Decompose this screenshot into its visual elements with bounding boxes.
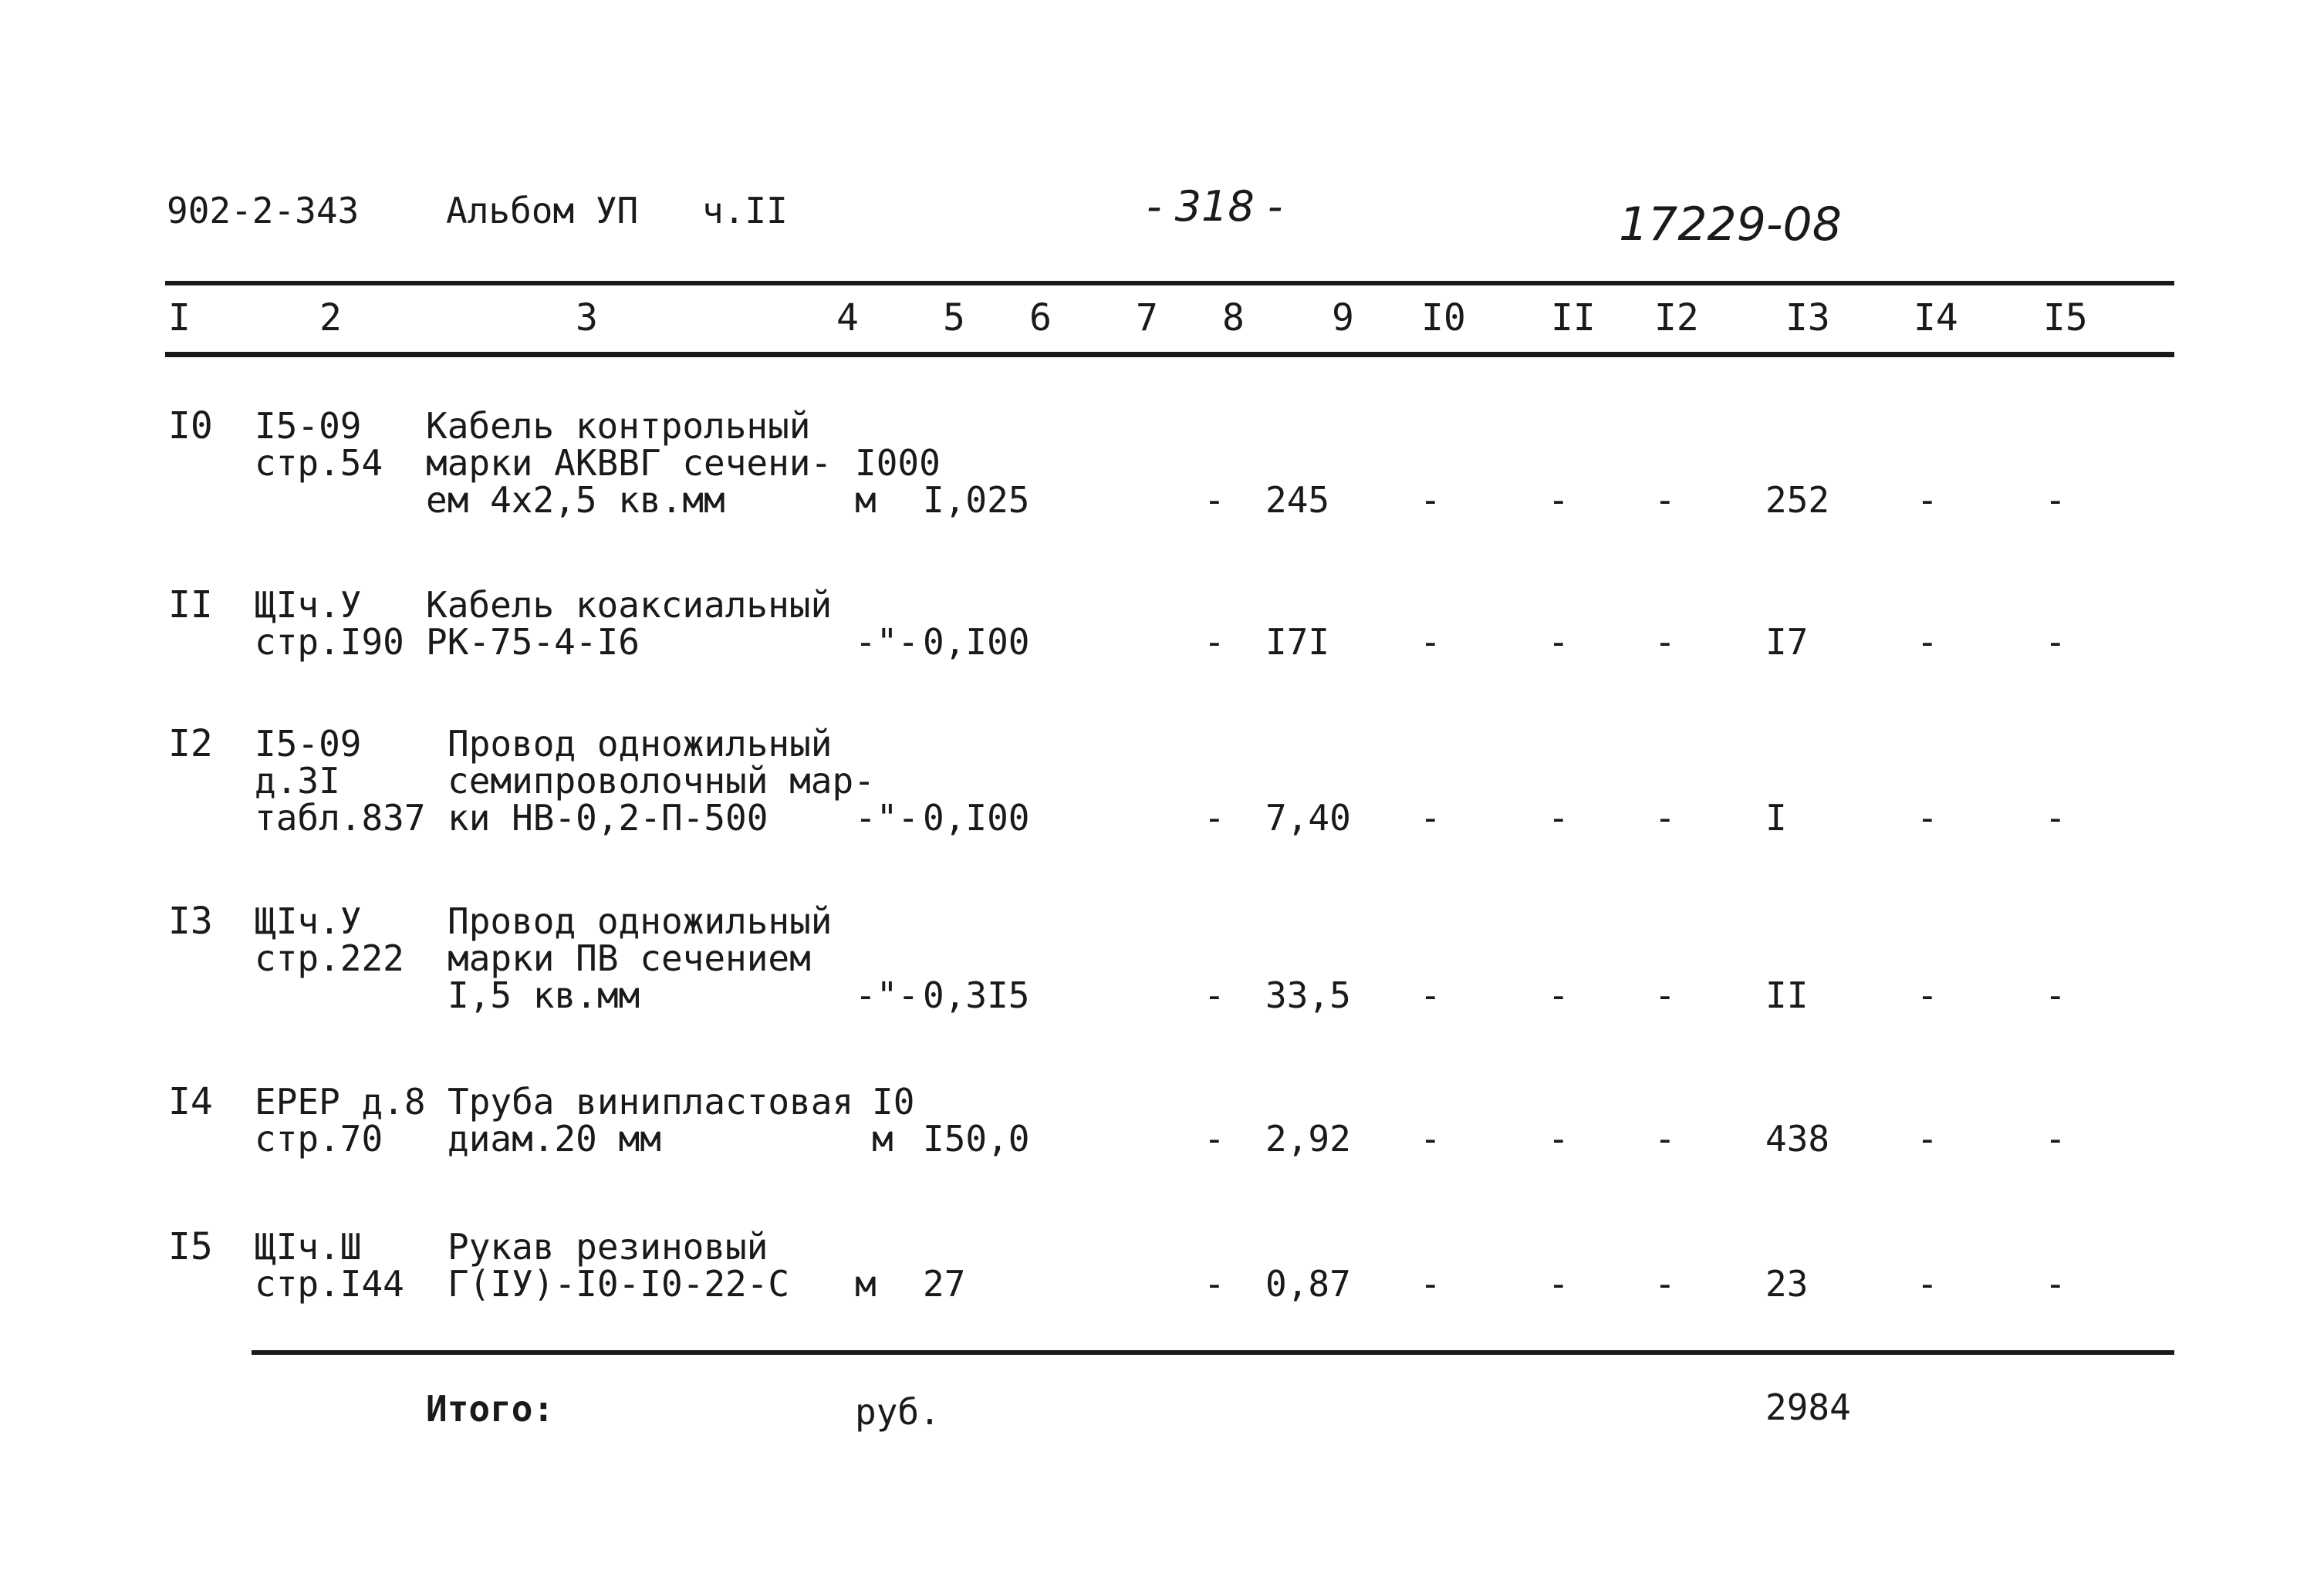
col9-value: 2,92 <box>1265 1118 1351 1160</box>
unit: -"- <box>855 621 920 663</box>
col11-value: - <box>1548 479 1569 521</box>
reference: I5-09 стр.54 <box>255 405 383 484</box>
col15-value: - <box>2045 797 2066 839</box>
col9-value: 7,40 <box>1265 797 1351 839</box>
col-header-8: 8 <box>1222 296 1245 339</box>
col10-value: - <box>1420 621 1441 663</box>
row-number: I2 <box>168 722 213 765</box>
item-name: Кабель контрольный марки АКВВГ сечени- ем 4х2,5 кв.мм <box>426 405 833 521</box>
col14-value: - <box>1917 479 1938 521</box>
col-header-2: 2 <box>319 296 342 339</box>
col15-value: - <box>2045 1118 2066 1160</box>
item-name: Провод одножильный семипроволочный мар- ки НВ-0,2-П-500 <box>448 723 875 839</box>
col8-value: - <box>1204 1263 1225 1305</box>
col13-value: I7 <box>1765 621 1809 663</box>
col-header-4: 4 <box>836 296 859 339</box>
col12-value: - <box>1654 1118 1676 1160</box>
col11-value: - <box>1548 974 1569 1016</box>
item-name: Рукав резиновый Г(IУ)-I0-I0-22-С <box>448 1226 790 1305</box>
col-header-5: 5 <box>943 296 965 339</box>
col14-value: - <box>1917 621 1938 663</box>
col8-value: - <box>1204 797 1225 839</box>
col12-value: - <box>1654 479 1676 521</box>
row-number: I0 <box>168 404 213 447</box>
col-header-11: II <box>1551 296 1596 339</box>
quantity: I50,0 <box>923 1118 1030 1160</box>
col-header-12: I2 <box>1654 296 1699 339</box>
col12-value: - <box>1654 797 1676 839</box>
col14-value: - <box>1917 974 1938 1016</box>
unit: I0 м <box>872 1081 915 1160</box>
handwritten-id: 17229-08 <box>1619 198 1842 252</box>
col10-value: - <box>1420 1263 1441 1305</box>
col9-value: I7I <box>1265 621 1330 663</box>
col-header-1: I <box>168 296 191 339</box>
quantity: I,025 <box>923 479 1030 521</box>
col11-value: - <box>1548 1118 1569 1160</box>
unit: м <box>855 1263 877 1305</box>
reference: ЩIч.Ш стр.I44 <box>255 1226 404 1305</box>
col-header-14: I4 <box>1914 296 1958 339</box>
total-value: 2984 <box>1765 1386 1851 1428</box>
col13-value: II <box>1765 974 1809 1016</box>
col12-value: - <box>1654 974 1676 1016</box>
col-header-6: 6 <box>1029 296 1052 339</box>
reference: ЩIч.У стр.I90 <box>255 584 404 663</box>
col11-value: - <box>1548 1263 1569 1305</box>
col15-value: - <box>2045 621 2066 663</box>
col15-value: - <box>2045 1263 2066 1305</box>
reference: ЕРЕР д.8 стр.70 <box>255 1081 426 1160</box>
col11-value: - <box>1548 621 1569 663</box>
row-number: I4 <box>168 1080 213 1123</box>
column-header-rule <box>165 352 2174 357</box>
album-label: Альбом УП <box>446 190 639 231</box>
col14-value: - <box>1917 1263 1938 1305</box>
row-number: I5 <box>168 1225 213 1268</box>
part-label: ч.II <box>702 190 788 231</box>
col8-value: - <box>1204 621 1225 663</box>
quantity: 0,3I5 <box>923 974 1030 1016</box>
col13-value: 438 <box>1765 1118 1830 1160</box>
col13-value: 252 <box>1765 479 1830 521</box>
col8-value: - <box>1204 1118 1225 1160</box>
col-header-13: I3 <box>1785 296 1830 339</box>
col15-value: - <box>2045 479 2066 521</box>
col11-value: - <box>1548 797 1569 839</box>
col12-value: - <box>1654 621 1676 663</box>
reference: I5-09 д.3I табл.837 <box>255 723 426 839</box>
col-header-9: 9 <box>1332 296 1354 339</box>
item-name: Кабель коаксиальный РК-75-4-I6 <box>426 584 833 663</box>
row-number: II <box>168 583 213 626</box>
col13-value: 23 <box>1765 1263 1809 1305</box>
page-number: - 318 - <box>1147 182 1283 231</box>
unit: -"- <box>855 974 920 1016</box>
col8-value: - <box>1204 974 1225 1016</box>
reference: ЩIч.У стр.222 <box>255 900 404 979</box>
col10-value: - <box>1420 479 1441 521</box>
col15-value: - <box>2045 974 2066 1016</box>
col9-value: 245 <box>1265 479 1330 521</box>
total-unit: руб. <box>855 1391 941 1433</box>
total-label: Итого: <box>426 1388 555 1430</box>
top-rule <box>165 281 2174 285</box>
item-name: Труба винипластовая диам.20 мм <box>448 1081 854 1160</box>
unit: I000 м <box>855 442 941 521</box>
col14-value: - <box>1917 797 1938 839</box>
row-number: I3 <box>168 900 213 943</box>
col14-value: - <box>1917 1118 1938 1160</box>
unit: -"- <box>855 797 920 839</box>
col8-value: - <box>1204 479 1225 521</box>
col12-value: - <box>1654 1263 1676 1305</box>
col-header-15: I5 <box>2043 296 2088 339</box>
item-name: Провод одножильный марки ПВ сечением I,5 кв.мм <box>448 900 833 1016</box>
quantity: 0,I00 <box>923 797 1030 839</box>
quantity: 0,I00 <box>923 621 1030 663</box>
col10-value: - <box>1420 797 1441 839</box>
col-header-10: I0 <box>1421 296 1466 339</box>
quantity: 27 <box>923 1263 966 1305</box>
col10-value: - <box>1420 1118 1441 1160</box>
total-rule <box>252 1350 2174 1355</box>
col-header-7: 7 <box>1136 296 1158 339</box>
col9-value: 0,87 <box>1265 1263 1351 1305</box>
col-header-3: 3 <box>576 296 598 339</box>
document-number: 902-2-343 <box>167 190 360 231</box>
col9-value: 33,5 <box>1265 974 1351 1016</box>
col13-value: I <box>1765 797 1787 839</box>
col10-value: - <box>1420 974 1441 1016</box>
